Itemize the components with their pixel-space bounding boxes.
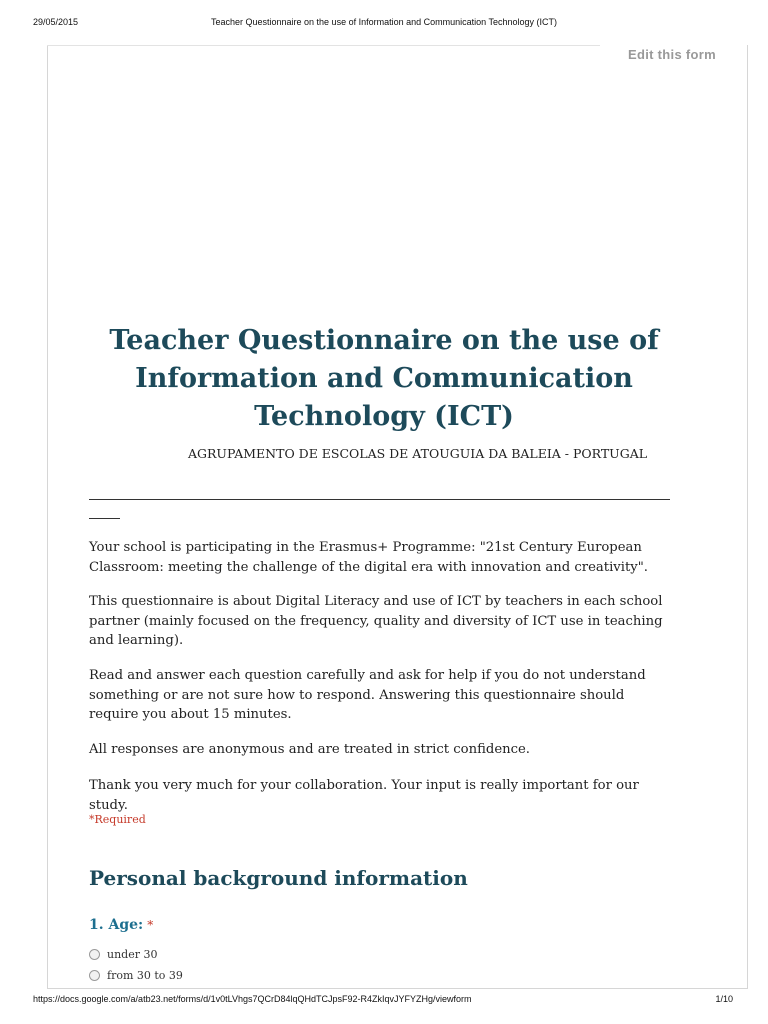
description-paragraph: Thank you very much for your collaboration. Your input is really important for our study. (89, 778, 639, 813)
card-top-border (47, 45, 600, 46)
form-card (47, 45, 748, 989)
edit-form-link[interactable]: Edit this form (628, 47, 716, 62)
form-title: Teacher Questionnaire on the use of Information and Communication Technology (ICT) (109, 325, 659, 432)
card-bottom-border (47, 988, 748, 989)
section-title: Personal background information (89, 866, 468, 890)
form-subtitle: AGRUPAMENTO DE ESCOLAS DE ATOUGUIA DA BALEIA - PORTUGAL (188, 446, 648, 461)
question-label-age (89, 917, 153, 933)
option-label: under 30 (107, 947, 158, 961)
radio-button[interactable] (89, 970, 100, 981)
age-option-30-39[interactable] (89, 967, 183, 983)
description-paragraph: This questionnaire is about Digital Literacy and use of ICT by teachers in each school partner (mainly focused on the frequency, quality and diversity of ICT use in teaching and learning). (89, 594, 663, 648)
age-option-under-30[interactable] (89, 946, 157, 962)
question-text: 1. Age: (89, 917, 144, 933)
print-title: Teacher Questionnaire on the use of Information and Communication Technology (ICT) (210, 17, 558, 27)
print-footer (0, 994, 768, 1008)
description-paragraph: Your school is participating in the Erasmus+ Programme: "21st Century European Classroom: meeting the challenge of the digital era with innovation and creativity". (89, 540, 648, 575)
print-url: https://docs.google.com/a/atb23.net/forms/d/1v0tLVhgs7QCrD84lqQHdTCJpsF92-R4ZkIqvJYFYZHg/viewform (33, 994, 472, 1004)
divider-line (89, 499, 670, 500)
description-paragraph: All responses are anonymous and are treated in strict confidence. (89, 742, 530, 757)
required-note: *Required (89, 813, 146, 826)
radio-button[interactable] (89, 949, 100, 960)
option-label: from 30 to 39 (107, 968, 183, 982)
divider-line-short (89, 518, 120, 519)
required-asterisk: * (147, 918, 154, 932)
print-page-number: 1/10 (715, 994, 733, 1004)
description-paragraph: Read and answer each question carefully and ask for help if you do not understand something or are not sure how to respond. Answering this questionnaire should require you about 15 minutes. (89, 668, 646, 722)
print-header (0, 17, 768, 31)
print-date: 29/05/2015 (33, 17, 79, 27)
